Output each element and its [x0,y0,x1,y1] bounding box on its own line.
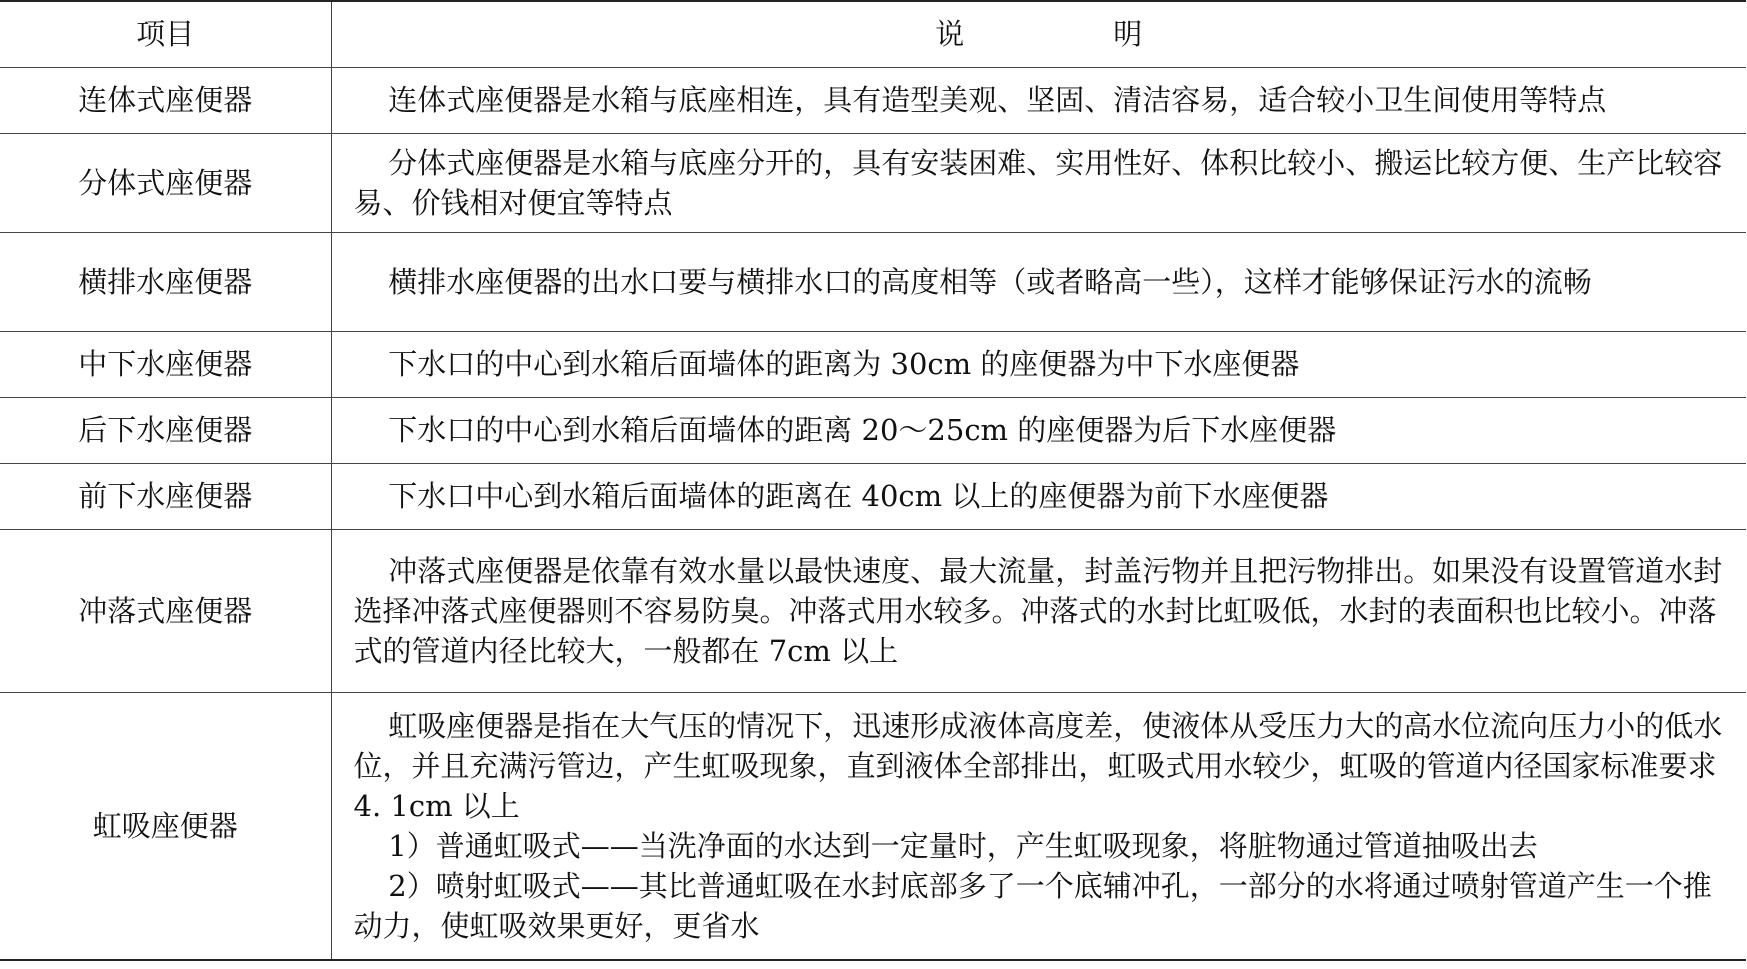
row-description [331,463,1746,529]
row-item-label: 分体式座便器 [0,133,331,232]
description-paragraph: 冲落式座便器是依靠有效水量以最快速度、最大流量，封盖污物并且把污物排出。如果没有设置管道水封选择冲落式座便器则不容易防臭。冲落式用水较多。冲落式的水封比虹吸低，水封的表面积也比较小。冲落式的管道内径比较大，一般都在 7cm 以上 [353,553,1723,668]
row-description [331,692,1746,960]
row-description [331,397,1746,463]
row-description [331,331,1746,397]
row-item-label: 后下水座便器 [0,397,331,463]
description-paragraph: 下水口中心到水箱后面墙体的距离在 40cm 以上的座便器为前下水座便器 [388,479,1329,513]
row-item-label: 连体式座便器 [0,67,331,133]
table-row [0,232,1746,331]
description-paragraph: 下水口的中心到水箱后面墙体的距离 20～25cm 的座便器为后下水座便器 [388,413,1337,447]
description-paragraph: 虹吸座便器是指在大气压的情况下，迅速形成液体高度差，使液体从受压力大的高水位流向压力小的低水位，并且充满污管边，产生虹吸现象，直到液体全部排出，虹吸式用水较少，虹吸的管道内径国家标准要求 4. 1cm 以上 [353,708,1723,823]
row-item-label: 虹吸座便器 [0,692,331,960]
table-row [0,133,1746,232]
table-row [0,692,1746,960]
subtype-ordinary-siphon: 1）普通虹吸式——当洗净面的水达到一定量时，产生虹吸现象，将脏物通过管道抽吸出去 [388,828,1538,863]
table-row [0,397,1746,463]
row-item-label: 前下水座便器 [0,463,331,529]
row-description [331,232,1746,331]
table-row [0,67,1746,133]
row-description [331,133,1746,232]
row-description [331,529,1746,692]
header-item: 项目 [0,1,331,67]
table-row [0,529,1746,692]
row-item-label: 横排水座便器 [0,232,331,331]
row-item-label: 中下水座便器 [0,331,331,397]
description-paragraph: 横排水座便器的出水口要与横排水口的高度相等（或者略高一些），这样才能够保证污水的流畅 [388,264,1592,299]
header-description: 说 明 [331,1,1746,67]
table-row [0,463,1746,529]
row-description [331,67,1746,133]
description-paragraph: 分体式座便器是水箱与底座分开的，具有安装困难、实用性好、体积比较小、搬运比较方便、生产比较容易、价钱相对便宜等特点 [353,145,1723,220]
table-header-row [0,1,1746,67]
description-paragraph: 下水口的中心到水箱后面墙体的距离为 30cm 的座便器为中下水座便器 [388,347,1300,381]
subtype-jet-siphon: 2）喷射虹吸式——其比普通虹吸在水封底部多了一个底辅冲孔，一部分的水将通过喷射管道产生一个推动力，使虹吸效果更好，更省水 [353,868,1712,943]
row-item-label: 冲落式座便器 [0,529,331,692]
table-row [0,331,1746,397]
description-paragraph: 连体式座便器是水箱与底座相连，具有造型美观、坚固、清洁容易，适合较小卫生间使用等特点 [388,83,1607,117]
